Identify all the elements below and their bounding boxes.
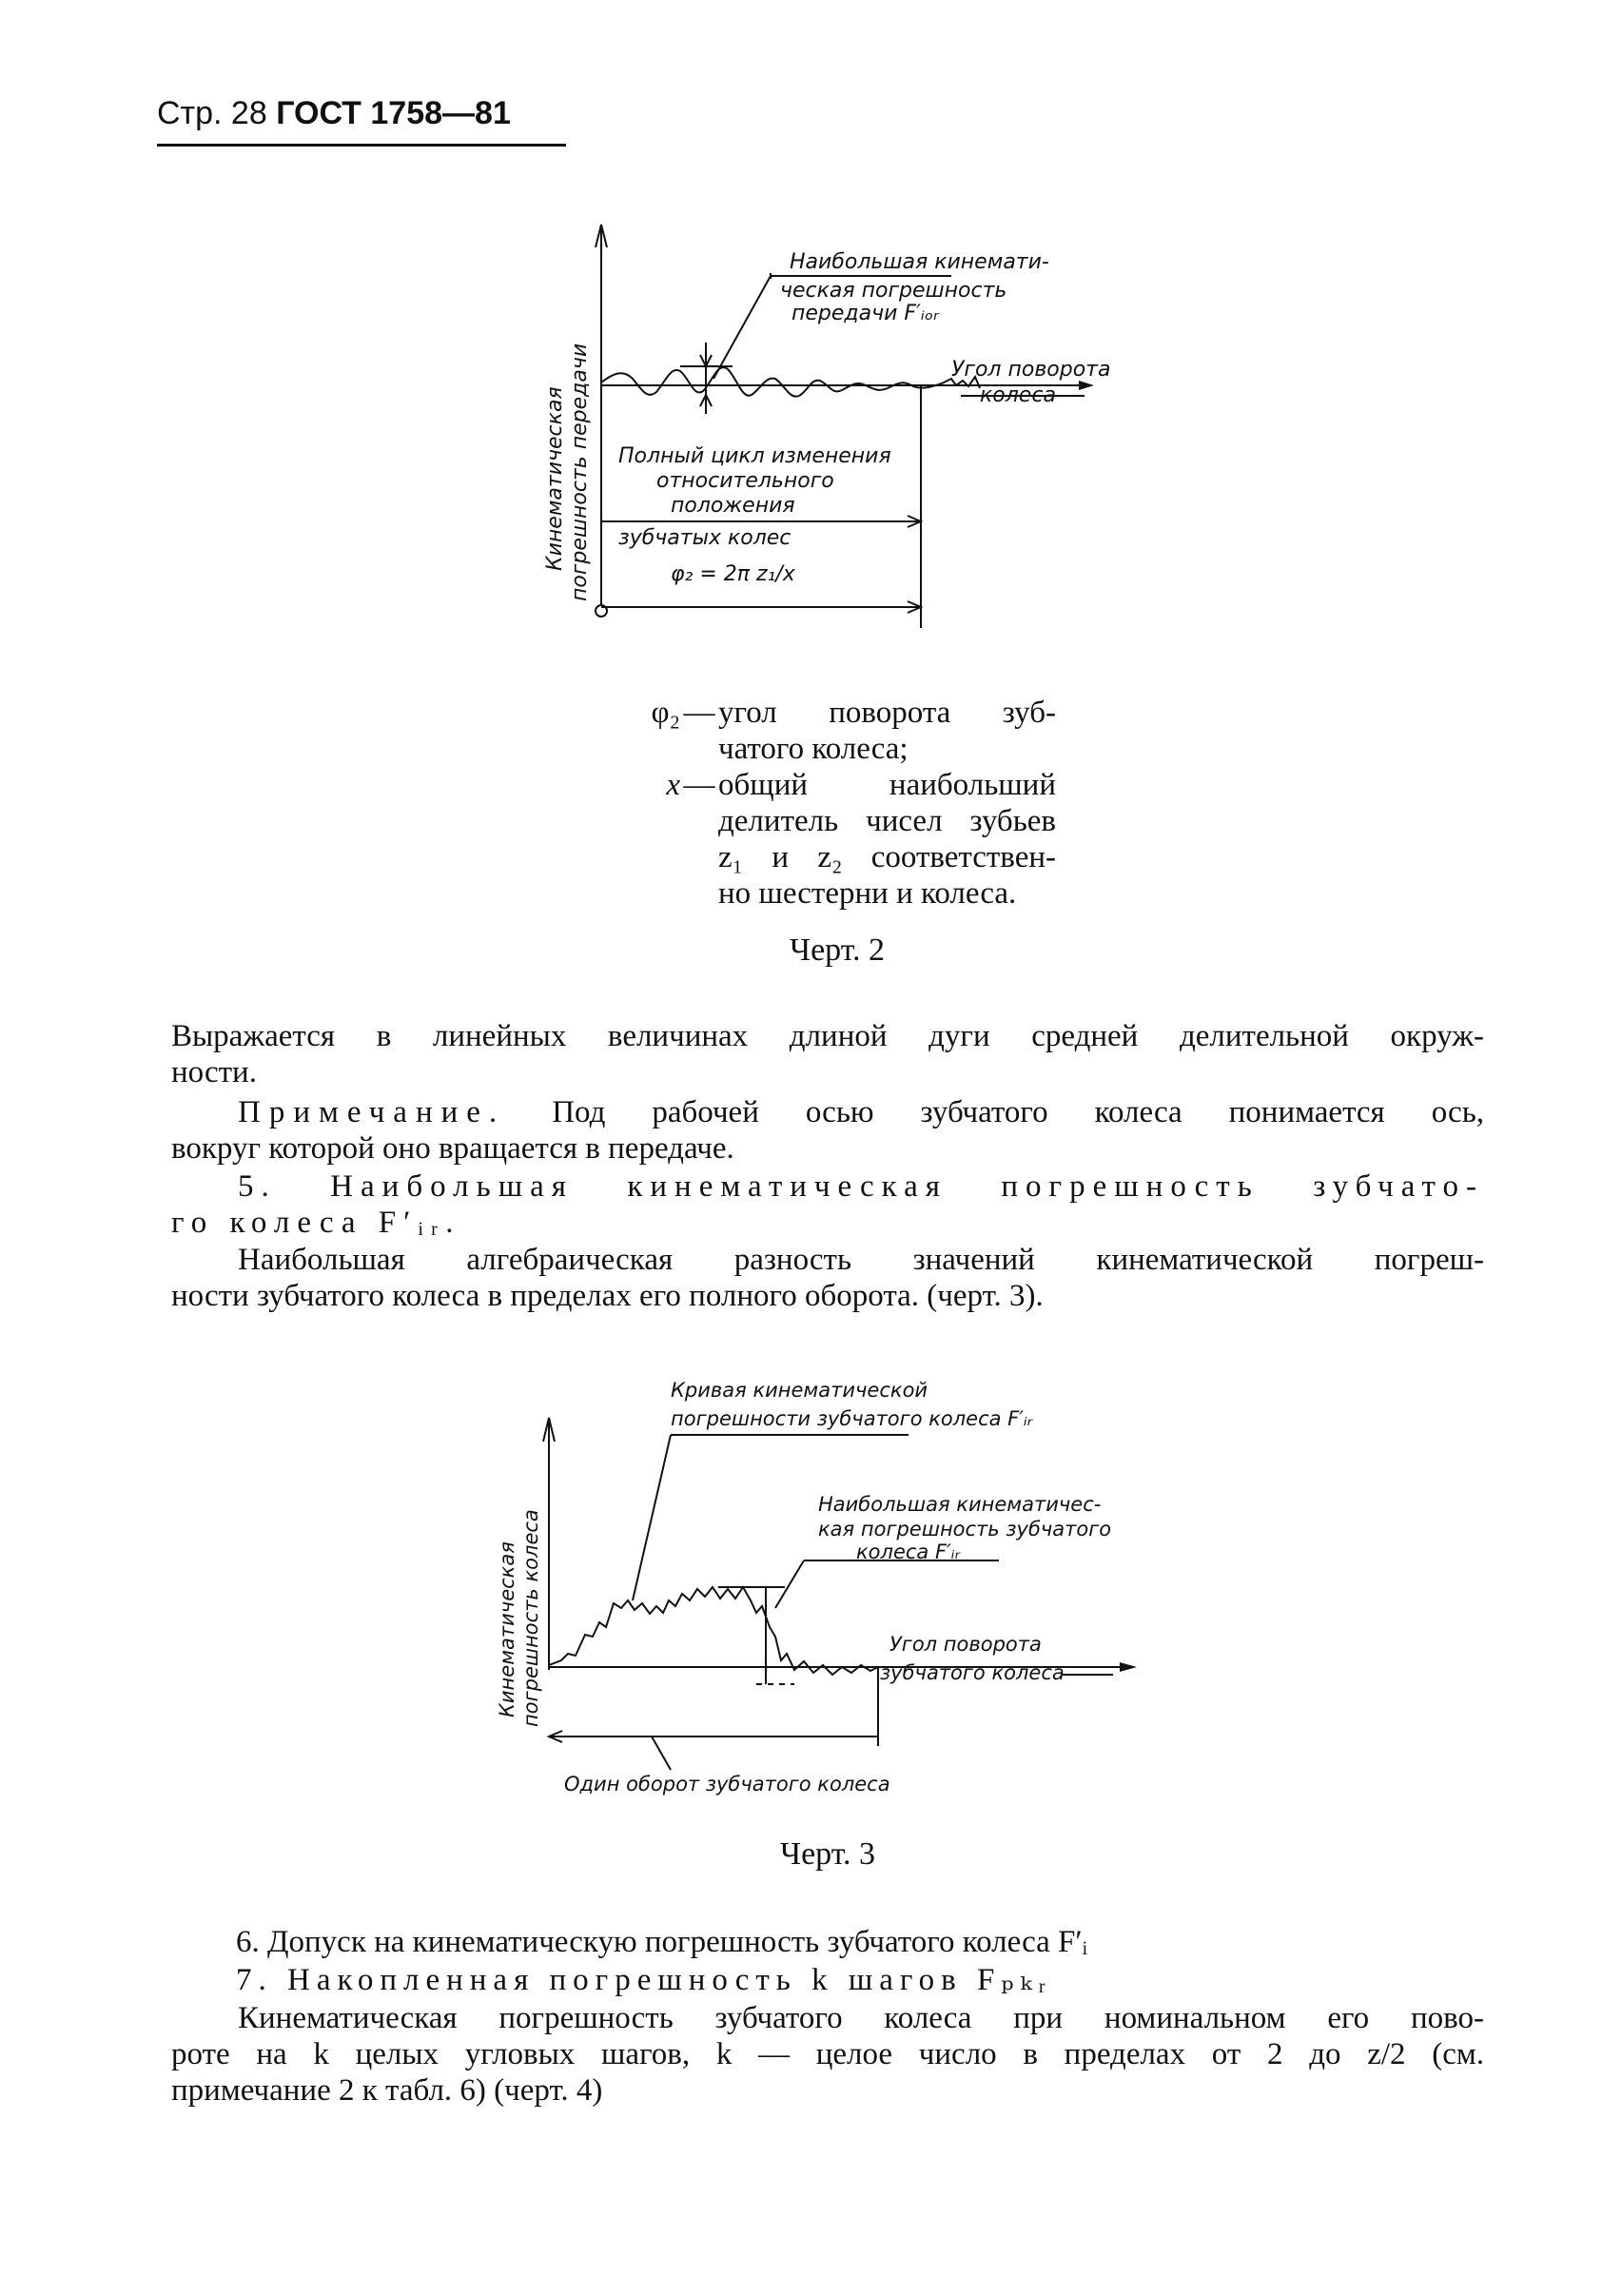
fig2-y-label-2: погрешность передачи xyxy=(568,343,592,601)
fig2-x-arrow xyxy=(1079,381,1094,390)
fig3-curve-label-2: погрешности зубчатого колеса F′ᵢᵣ xyxy=(671,1407,1033,1430)
fig2-x-label-2: колеса xyxy=(980,383,1056,407)
page-header xyxy=(157,95,566,147)
legend-symbol: x xyxy=(666,768,680,802)
item-5-title: 5. Наибольшая кинематическая погрешность зубчато- xyxy=(238,1169,1484,1204)
item-7: 7. Накопленная погрешность k шагов Fₚₖᵣ xyxy=(236,1963,1053,1997)
fig3-error-curve xyxy=(549,1587,878,1675)
fig2-error-curve xyxy=(601,367,980,397)
note-line-2: вокруг которой оно вращается в передаче. xyxy=(171,1131,734,1166)
fig2-callout-1: Наибольшая кинемати- xyxy=(790,250,1049,274)
legend-text: делитель чисел зубьев xyxy=(718,804,1056,838)
fig2-cycle-2: относительного xyxy=(656,469,834,493)
fig2-formula: φ₂ = 2π z₁/x xyxy=(671,562,795,586)
fig3-x-label-1: Угол поворота xyxy=(889,1633,1042,1656)
fig3-curve-label-1: Кривая кинематической xyxy=(671,1379,928,1402)
fig2-cycle-1: Полный цикл изменения xyxy=(618,444,891,468)
paragraph-line: Наибольшая алгебраическая разность значений кинематической погреш- xyxy=(238,1243,1484,1277)
fig3-x-label-2: зубчатого колеса xyxy=(880,1661,1065,1684)
figure-2-caption: Черт. 2 xyxy=(789,932,886,968)
legend-text: z₁ и z₂ соответствен- xyxy=(718,840,1056,874)
legend-text: чатого колеса; xyxy=(718,732,909,766)
paragraph-line: ности зубчатого колеса в пределах его полного оборота. (черт. 3). xyxy=(171,1279,1044,1313)
fig2-cycle-3: положения xyxy=(671,494,795,518)
legend-text: общий наибольший xyxy=(718,768,1056,802)
figure-2 xyxy=(514,209,1123,666)
fig3-turn-label: Один оборот зубчатого колеса xyxy=(564,1773,890,1796)
paragraph-line: примечание 2 к табл. 6) (черт. 4) xyxy=(171,2073,603,2108)
fig3-y-label-1: Кинематическая xyxy=(496,1541,518,1717)
paragraph-line: ности. xyxy=(171,1055,257,1089)
fig2-callout-2: ческая погрешность xyxy=(780,279,1007,303)
legend-item-phi xyxy=(609,695,1056,731)
fig2-callout-3: передачи F′ᵢₒᵣ xyxy=(791,302,939,325)
paragraph-line: Кинематическая погрешность зубчатого колеса при номинальном его пово- xyxy=(238,2001,1484,2035)
fig3-max-label-1: Наибольшая кинематичес- xyxy=(818,1493,1102,1516)
note-line-1 xyxy=(238,1094,1484,1130)
fig2-x-label-1: Угол поворота xyxy=(951,358,1111,382)
fig2-legend xyxy=(609,695,1056,912)
legend-item-x xyxy=(609,767,1056,803)
fig3-max-leader xyxy=(775,1560,804,1608)
item-6: 6. Допуск на кинематическую погрешность зубчатого колеса F′ᵢ xyxy=(236,1925,1088,1959)
fig3-x-arrow xyxy=(1120,1662,1137,1672)
note-text: Под рабочей осью зубчатого колеса понимается ось, xyxy=(552,1095,1485,1129)
legend-symbol: φ₂ xyxy=(651,696,680,730)
legend-dash: — xyxy=(683,696,715,730)
fig2-y-label-1: Кинематическая xyxy=(543,386,567,571)
paragraph-line: роте на k целых угловых шагов, k — целое число в пределах от 2 до z/2 (см. xyxy=(171,2037,1484,2071)
fig3-max-label-3: колеса F′ᵢᵣ xyxy=(856,1540,960,1563)
legend-text: но шестерни и колеса. xyxy=(718,876,1017,911)
fig3-y-label-2: погрешность колеса xyxy=(519,1509,542,1727)
fig3-turn-leader xyxy=(652,1737,671,1770)
fig3-curve-leader xyxy=(633,1435,671,1600)
fig2-leader xyxy=(713,276,771,379)
legend-dash: — xyxy=(683,768,715,802)
paragraph-line: Выражается в линейных величинах длиной дуги средней делительной окруж- xyxy=(171,1019,1484,1053)
figure-3-caption: Черт. 3 xyxy=(779,1836,876,1872)
legend-text: угол поворота зуб- xyxy=(718,696,1056,730)
fig3-max-label-2: кая погрешность зубчатого xyxy=(818,1518,1112,1540)
figure-3 xyxy=(480,1351,1203,1808)
fig2-cycle-4: зубчатых колес xyxy=(618,526,791,550)
standard-code: ГОСТ 1758—81 xyxy=(276,95,511,131)
item-5-title-cont: го колеса F′ᵢᵣ. xyxy=(171,1206,461,1240)
page-number: Стр. 28 xyxy=(157,95,267,131)
note-label: Примечание. xyxy=(238,1095,506,1129)
